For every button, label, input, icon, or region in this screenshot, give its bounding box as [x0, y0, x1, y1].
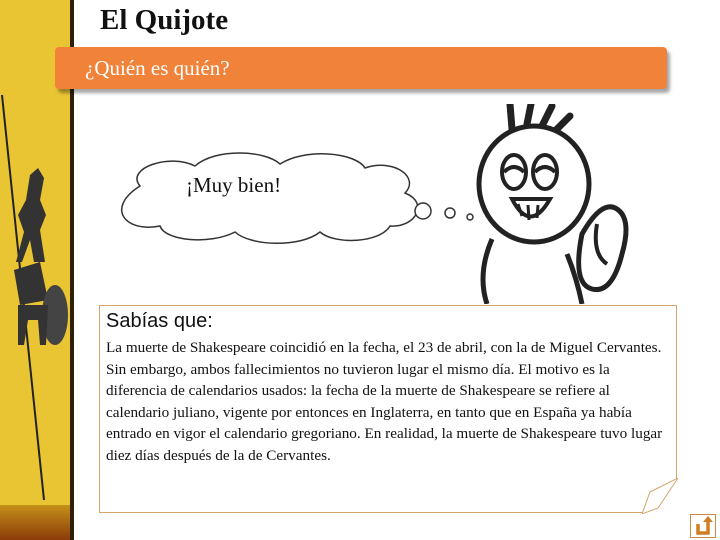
banner-label: ¿Quién es quién?: [85, 56, 230, 80]
return-button[interactable]: [690, 514, 716, 538]
page-curl-corner: [642, 478, 678, 514]
info-body-text: La muerte de Shakespeare coincidió en la fecha, el 23 de abril, con la de Miguel Cervantes. Sin embargo, ambos fallecimientos no tuvieron lugar el mismo día. El motivo es la diferencia de calendarios usados: la fecha de la muerte de Shakespeare se refiere al calendario juliano, vigente por entonces en Inglaterra, en tanto que en España ya había entrado en vigor el calendario gregoriano. En realidad, la muerte de Shakespeare tuvo lugar diez días después de la de Cervantes.: [106, 339, 663, 464]
thought-cloud: [100, 148, 460, 248]
sidebar-bottom-decoration: [0, 505, 70, 540]
info-heading: Sabías que:: [106, 310, 213, 332]
return-arrow-icon: [693, 516, 713, 536]
thinking-character-icon: [452, 104, 662, 304]
speech-bubble-text: ¡Muy bien!: [186, 173, 282, 197]
section-banner: [55, 47, 667, 89]
page-title: El Quijote: [100, 4, 229, 36]
